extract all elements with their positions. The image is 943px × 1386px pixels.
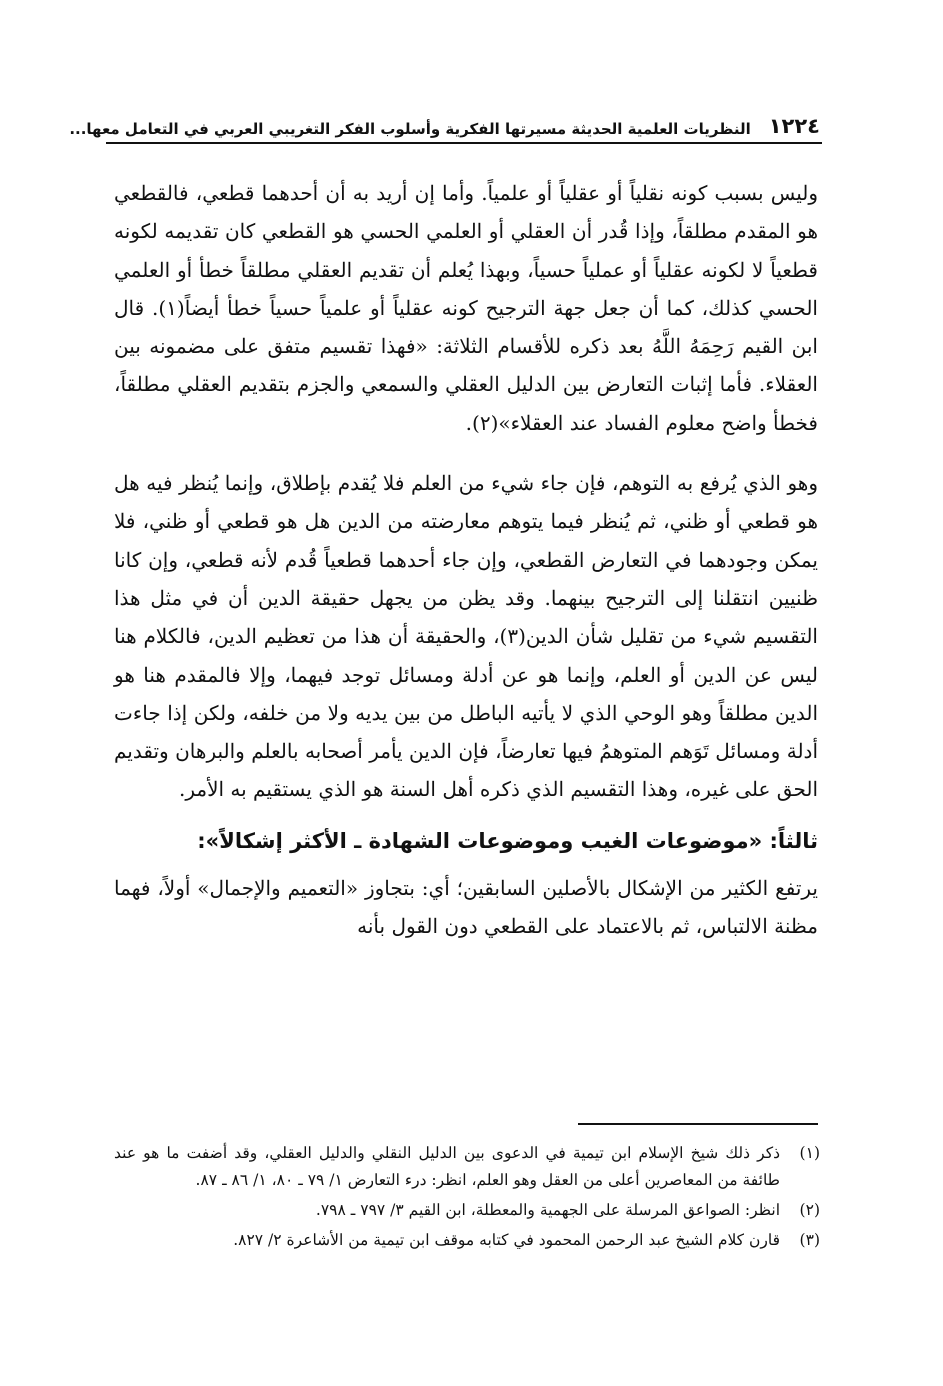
- footnote-3: [114, 1227, 820, 1254]
- header-rule: [106, 142, 822, 144]
- footnote-separator: [578, 1123, 818, 1125]
- footnote-2-text: انظر: الصواعق المرسلة على الجهمية والمعطلة، ابن القيم ٣/ ٧٩٧ ـ ٧٩٨.: [315, 1201, 780, 1219]
- section-heading: ثالثاً: «موضوعات الغيب وموضوعات الشهادة ـ الأكثر إشكالاً»:: [197, 828, 818, 853]
- paragraph-3: يرتفع الكثير من الإشكال بالأصلين السابقين؛ أي: بتجاوز «التعميم والإجمال» أولاً، فهما مظنة الالتباس، ثم بالاعتماد على القطعي دون القول بأنه: [114, 875, 818, 939]
- footnotes: [114, 1140, 820, 1257]
- page-header: [69, 104, 820, 138]
- footnote-1-text: ذكر ذلك شيخ الإسلام ابن تيمية في الدعوى بين الدليل النقلي والدليل العقلي، وقد أضفت ما هو عند طائفة من المعاصرين أعلى من العقل وهو العلم، انظر: درء التعارض ١/ ٧٩ ـ ٨٠، ١/ ٨٦ ـ ٨٧.: [114, 1144, 780, 1189]
- footnote-2-number: (٢): [799, 1201, 820, 1219]
- paragraph-2: وهو الذي يُرفع به التوهم، فإن جاء شيء من العلم فلا يُقدم بإطلاق، وإنما يُنظر فيه هل هو قطعي أو ظني، ثم يُنظر فيما يتوهم معارضته من الدين هل هو قطعي أو ظني، فلا يمكن وجودهما في التعارض القطعي، وإن جاء أحدهما قطعياً قُدم لأنه قطعي، وإن كانا ظنيين انتقلنا إلى الترجيح بينهما. وقد يظن من يجهل حقيقة الدين أن في مثل هذا التقسيم شيء من تقليل شأن الدين(٣)، والحقيقة أن هذا من تعظيم الدين، فالكلام هنا ليس عن الدين أو العلم، وإنما هو عن أدلة ومسائل توجد فيهما، وإلا فالمقدم هنا هو الدين مطلقاً وهو الوحي الذي لا يأتيه الباطل من بين يديه ولا من خلفه، ولكن إذا جاءت أدلة ومسائل تَوَهم المتوهمُ فيها تعارضاً، فإن الدين يأمر أصحابه بالعلم والبرهان وتقديم الحق على غيره، وهذا التقسيم الذي ذكره أهل السنة هو الذي يستقيم به الأمر.: [114, 471, 818, 802]
- page-number: ١٢٢٤: [768, 114, 820, 138]
- footnote-1-number: (١): [799, 1144, 820, 1162]
- footnote-1: [114, 1140, 820, 1194]
- running-title: النظريات العلمية الحديثة مسيرتها الفكرية وأسلوب الفكر التغريبي العربي في التعامل معها...: [69, 120, 751, 138]
- footnote-2: [114, 1197, 820, 1224]
- paragraph-1: وليس بسبب كونه نقلياً أو عقلياً أو علمياً. وأما إن أريد به أن أحدهما قطعي، فالقطعي هو المقدم مطلقاً، وإذا قُدر أن العقلي أو العلمي الحسي هو القطعي كان تقديمه لكونه قطعياً لا لكونه عقلياً أو عملياً حسياً، وبهذا يُعلم أن تقديم العقلي مطلقاً خطأ أو العلمي الحسي كذلك، كما أن جعل جهة الترجيح كونه عقلياً أو علمياً حسياً خطأ أيضاً(١). قال ابن القيم رَحِمَهُ اللَّهُ بعد ذكره للأقسام الثلاثة: «فهذا تقسيم متفق على مضمونه بين العقلاء. فأما إثبات التعارض بين الدليل العقلي والسمعي والجزم بتقديم العقلي مطلقاً، فخطأ واضح معلوم الفساد عند العقلاء»(٢).: [114, 181, 818, 435]
- footnote-3-number: (٣): [799, 1231, 820, 1249]
- page-body: [114, 174, 818, 945]
- footnote-3-text: قارن كلام الشيخ عبد الرحمن المحمود في كتابه موقف ابن تيمية من الأشاعرة ٢/ ٨٢٧.: [233, 1231, 780, 1249]
